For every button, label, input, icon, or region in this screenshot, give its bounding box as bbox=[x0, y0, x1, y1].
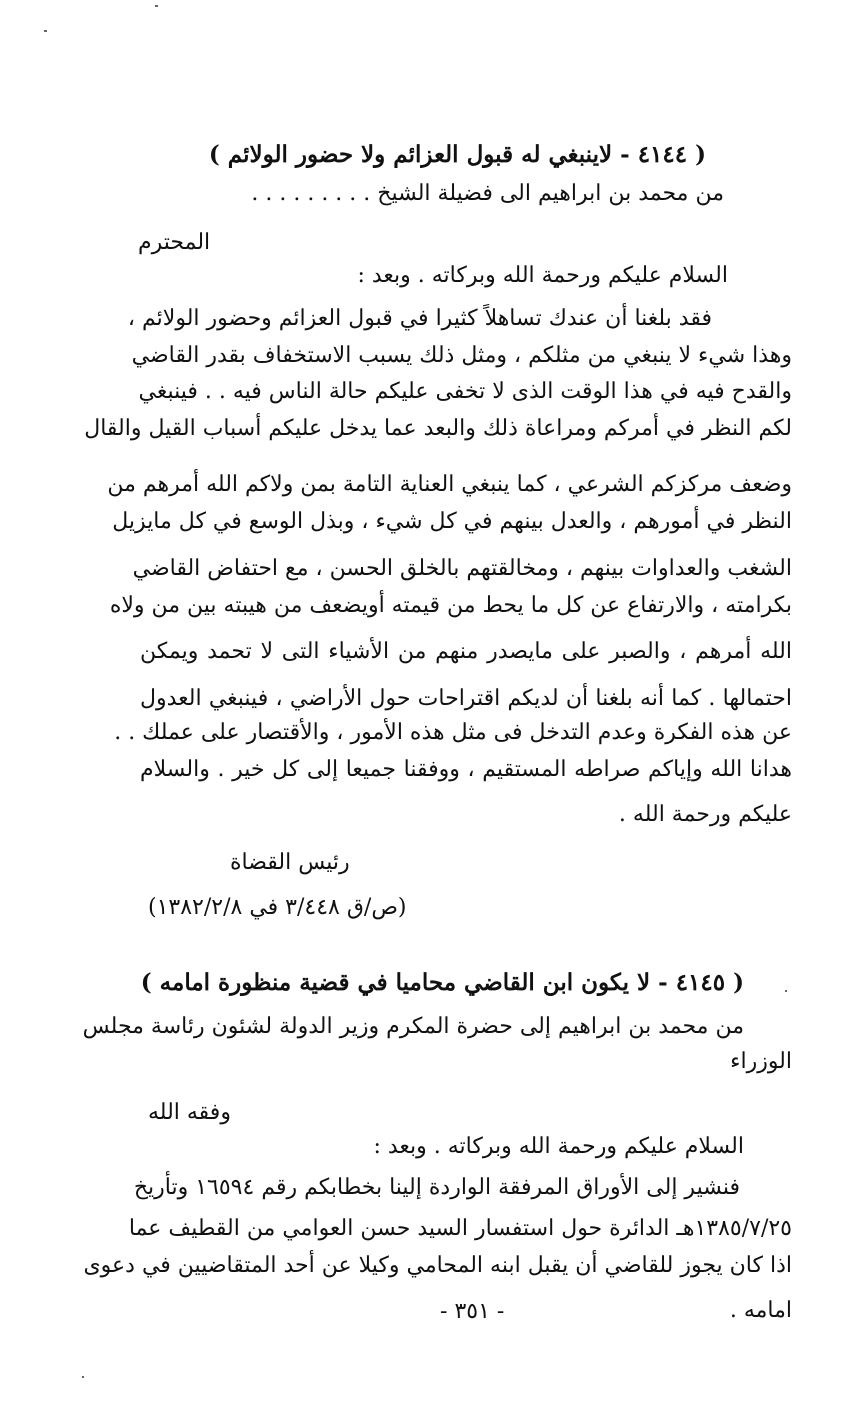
letter1-body-line: عليكم ورحمة الله . bbox=[618, 802, 792, 827]
letter1-body-line: فقد بلغنا أن عندك تساهلاً كثيرا في قبول العزائم وحضور الولائم ، bbox=[127, 306, 712, 331]
letter1-signature: رئيس القضاة bbox=[230, 850, 350, 875]
letter2-body-line: ١٣٨٥/٧/٢٥هـ الدائرة حول استفسار السيد حسن العوامي من القطيف عما bbox=[128, 1216, 792, 1241]
letter1-reference: (ص/ق ٣/٤٤٨ في ١٣٨٢/٢/٨) bbox=[148, 895, 407, 920]
scan-speck bbox=[82, 1376, 84, 1378]
letter1-from: من محمد بن ابراهيم الى فضيلة الشيخ . . . . . . . . . bbox=[251, 181, 724, 206]
letter2-body-line: فنشير إلى الأوراق المرفقة الواردة إلينا بخطابكم رقم ١٦٥٩٤ وتأريخ bbox=[133, 1175, 740, 1200]
letter1-body-line: الله أمرهم ، والصبر على مايصدر منهم من الأشياء التى لا تحمد ويمكن bbox=[140, 639, 792, 664]
letter1-body-line: الشغب والعداوات بينهم ، ومخالقتهم بالخلق الحسن ، مع احتفاض القاضي bbox=[132, 556, 792, 581]
scan-speck bbox=[155, 5, 158, 7]
letter2-greeting: السلام عليكم ورحمة الله وبركاته . وبعد : bbox=[373, 1134, 744, 1159]
letter1-body-line: والقدح فيه في هذا الوقت الذى لا تخفى عليكم حالة الناس فيه . . فينبغي bbox=[138, 379, 792, 404]
letter1-body-line: وهذا شيء لا ينبغي من مثلكم ، ومثل ذلك يسبب الاستخفاف بقدر القاضي bbox=[131, 343, 792, 368]
scan-speck bbox=[44, 30, 47, 32]
letter1-body-line: عن هذه الفكرة وعدم التدخل فى مثل هذه الأمور ، والأقتصار على عملك . . bbox=[114, 720, 792, 745]
letter1-body-line: احتمالها . كما أنه بلغنا أن لديكم اقتراحات حول الأراضي ، فينبغي العدول bbox=[140, 686, 792, 711]
letter2-heading: ( ٤١٤٥ - لا يكون ابن القاضي محاميا في قضية منظورة امامه ) bbox=[140, 969, 744, 996]
letter1-body-line: بكرامته ، والارتفاع عن كل ما يحط من قيمته أويضعف من هيبته بين من ولاه bbox=[109, 593, 792, 618]
letter2-honorific: وفقه الله bbox=[148, 1100, 231, 1125]
letter2-from: الوزراء bbox=[730, 1049, 792, 1074]
letter1-body-line: النظر في أمورهم ، والعدل بينهم في كل شيء ، وبذل الوسع في كل مايزيل bbox=[112, 509, 792, 534]
letter1-honorific: المحترم bbox=[138, 230, 211, 255]
letter1-body-line: لكم النظر في أمركم ومراعاة ذلك والبعد عما يدخل عليكم أسباب القيل والقال bbox=[84, 416, 792, 441]
scan-speck bbox=[785, 990, 787, 992]
letter2-body-line: اذا كان يجوز للقاضي أن يقبل ابنه المحامي وكيلا عن أحد المتقاضيين في دعوى bbox=[83, 1253, 792, 1278]
letter2-body-line: امامه . bbox=[729, 1298, 792, 1323]
page-number: - ٣٥١ - bbox=[440, 1299, 505, 1324]
letter1-greeting: السلام عليكم ورحمة الله وبركاته . وبعد : bbox=[357, 263, 728, 288]
letter1-heading: ( ٤١٤٤ - لاينبغي له قبول العزائم ولا حضور الولائم ) bbox=[208, 141, 706, 168]
letter2-from: من محمد بن ابراهيم إلى حضرة المكرم وزير الدولة لشئون رئاسة مجلس bbox=[82, 1014, 744, 1039]
letter1-body-line: وضعف مركزكم الشرعي ، كما ينبغي العناية التامة بمن ولاكم الله أمرهم من bbox=[107, 472, 792, 497]
letter1-body-line: هدانا الله وإياكم صراطه المستقيم ، ووفقنا جميعا إلى كل خير . والسلام bbox=[140, 757, 792, 782]
